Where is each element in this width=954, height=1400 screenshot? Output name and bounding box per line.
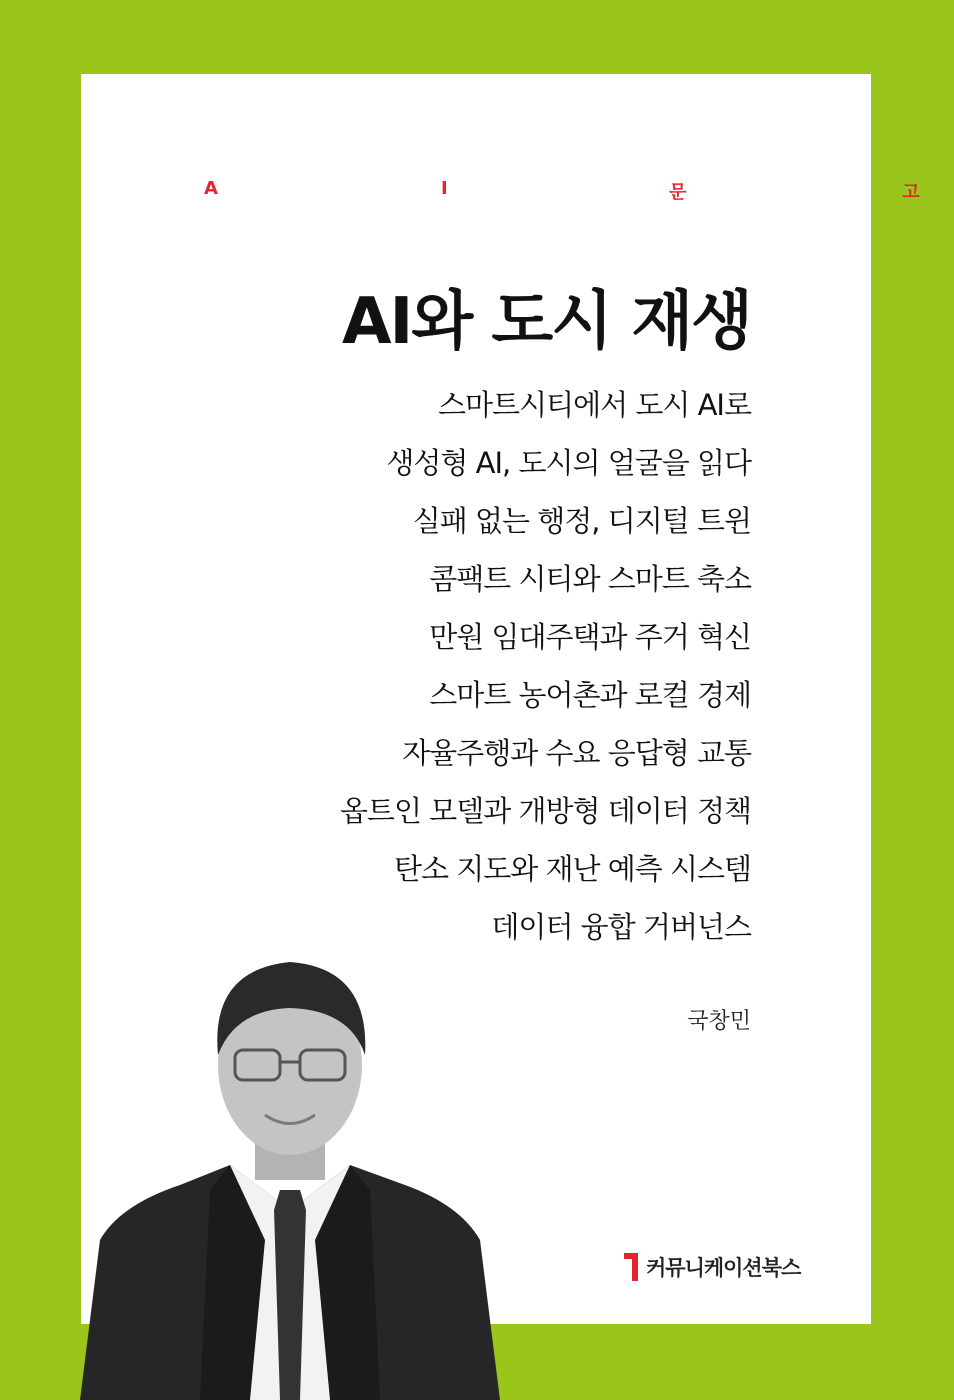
chapter-item: 옵트인 모델과 개방형 데이터 정책 — [339, 794, 751, 828]
publisher-logo-icon — [624, 1253, 638, 1281]
series-letter: 문 — [668, 182, 687, 203]
series-letter: I — [440, 178, 448, 199]
series-label — [201, 178, 921, 202]
publisher-name: 커뮤니케이션북스 — [646, 1256, 801, 1280]
chapter-item: 데이터 융합 거버넌스 — [491, 910, 751, 944]
chapter-item: 스마트시티에서 도시 AI로 — [438, 388, 751, 422]
publisher — [624, 1252, 800, 1282]
series-letter: A — [204, 178, 218, 199]
chapter-item: 생성형 AI, 도시의 얼굴을 읽다 — [386, 446, 751, 480]
author-portrait — [60, 940, 520, 1400]
chapter-item: 자율주행과 수요 응답형 교통 — [402, 736, 751, 770]
author-name: 국창민 — [687, 1009, 751, 1034]
chapter-item: 만원 임대주택과 주거 혁신 — [429, 620, 751, 654]
chapter-item: 콤팩트 시티와 스마트 축소 — [429, 562, 751, 596]
chapter-item: 실패 없는 행정, 디지털 트윈 — [412, 504, 751, 538]
series-letter: 고 — [902, 182, 920, 203]
book-title: AI와 도시 재생 — [341, 285, 751, 359]
chapter-item: 스마트 농어촌과 로컬 경제 — [429, 678, 751, 712]
chapter-list — [191, 386, 751, 966]
chapter-item: 탄소 지도와 재난 예측 시스템 — [393, 852, 751, 886]
